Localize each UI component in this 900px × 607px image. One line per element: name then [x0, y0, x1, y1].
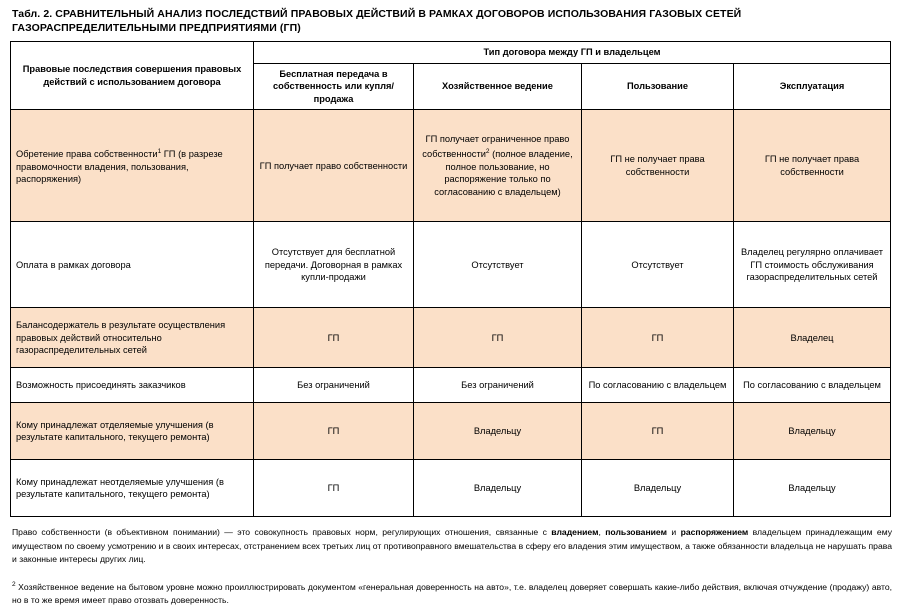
column-header-free-transfer: Бесплатная передача в собственность или купля/продажа	[254, 63, 414, 110]
column-header-group: Тип договора между ГП и владельцем	[254, 42, 891, 64]
footnote-1	[12, 526, 892, 566]
row-label: Кому принадлежат отделяемые улучшения (в результате капитального, текущего ремонта)	[11, 403, 254, 460]
cell-r4-c3: ГП	[582, 403, 734, 460]
footnote-1-term-vladenie: владением	[551, 527, 599, 538]
footnote-1-term-rasporyazhenie: распоряжением	[680, 527, 749, 538]
table-row	[11, 222, 891, 308]
cell-r3-c3: По согласованию с владельцем	[582, 368, 734, 403]
row-label: Кому принадлежат неотделяемые улучшения (в результате капитального, текущего ремонта)	[11, 460, 254, 517]
cell-r0-c4: ГП не получает права собственности	[734, 110, 891, 222]
cell-r4-c2: Владельцу	[414, 403, 582, 460]
cell-text: ГП получает ограниченное право собственности	[422, 134, 570, 160]
footnote-1-tail: владельцем принадлежащим ему имуществом по своему усмотрению и в своих интересах, отстранением всех третьих лиц от противоправного вмешательства в сферу его владения этим имуществом, а также обязанности владельца не нарушать права и законные интересы других лиц.	[12, 527, 893, 564]
table-row	[11, 403, 891, 460]
footnote-1-sep1: ,	[598, 527, 606, 538]
cell-r3-c2: Без ограничений	[414, 368, 582, 403]
column-header-economic-management: Хозяйственное ведение	[414, 63, 582, 110]
row-label-text: Обретение права собственности	[16, 149, 158, 160]
cell-r2-c3: ГП	[582, 308, 734, 368]
table-row	[11, 110, 891, 222]
cell-r2-c1: ГП	[254, 308, 414, 368]
cell-r0-c2	[414, 110, 582, 222]
footnote-1-sep2: и	[666, 527, 681, 538]
footnote-marker-2: 2	[485, 147, 490, 155]
footnote-1-term-polzovanie: пользованием	[605, 527, 667, 538]
column-header-row-label: Правовые последствия совершения правовых действий с использованием договора	[11, 42, 254, 110]
column-header-exploitation: Эксплуатация	[734, 63, 891, 110]
row-label	[11, 110, 254, 222]
cell-r1-c4: Владелец регулярно оплачивает ГП стоимость обслуживания газораспределительных сетей	[734, 222, 891, 308]
comparison-table	[10, 41, 891, 517]
cell-r3-c4: По согласованию с владельцем	[734, 368, 891, 403]
cell-r0-c1: ГП получает право собственности	[254, 110, 414, 222]
cell-r5-c1: ГП	[254, 460, 414, 517]
row-label-text-cont: ГП (в разрезе правомочности владения, пользования, распоряжения)	[16, 149, 223, 185]
cell-r1-c2: Отсутствует	[414, 222, 582, 308]
footnote-1-lead: Право собственности (в объективном понимании) — это совокупность правовых норм, регулирующих отношения, связанные с	[12, 527, 552, 538]
cell-r1-c1: Отсутствует для бесплатной передачи. Договорная в рамках купли-продажи	[254, 222, 414, 308]
row-label: Балансодержатель в результате осуществления правовых действий относительно газораспределительных сетей	[11, 308, 254, 368]
footnote-marker-1: 1	[157, 147, 162, 155]
footnote-2	[12, 578, 892, 607]
cell-r0-c3: ГП не получает права собственности	[582, 110, 734, 222]
header-row-group	[11, 42, 891, 64]
cell-r3-c1: Без ограничений	[254, 368, 414, 403]
cell-r5-c2: Владельцу	[414, 460, 582, 517]
table-row	[11, 460, 891, 517]
cell-r4-c4: Владельцу	[734, 403, 891, 460]
row-label: Возможность присоединять заказчиков	[11, 368, 254, 403]
table-body	[11, 110, 891, 517]
cell-r4-c1: ГП	[254, 403, 414, 460]
column-header-usage: Пользование	[582, 63, 734, 110]
footnote-2-marker: 2	[12, 580, 16, 588]
table-header	[11, 42, 891, 110]
page-title: Табл. 2. СРАВНИТЕЛЬНЫЙ АНАЛИЗ ПОСЛЕДСТВИЙ ПРАВОВЫХ ДЕЙСТВИЙ В РАМКАХ ДОГОВОРОВ ИСПОЛЬЗОВАНИЯ ГАЗОВЫХ СЕТЕЙ ГАЗОРАСПРЕДЕЛИТЕЛЬНЫМИ ПРЕДПРИЯТИЯМИ (ГП)	[12, 8, 742, 34]
table-row	[11, 368, 891, 403]
cell-text-cont: (полное владение, полное пользование, но распоряжение только по согласованию с владельцем)	[434, 149, 573, 197]
cell-r5-c3: Владельцу	[582, 460, 734, 517]
table-row	[11, 308, 891, 368]
cell-r1-c3: Отсутствует	[582, 222, 734, 308]
footnote-2-text: Хозяйственное ведение на бытовом уровне можно проиллюстрировать документом «генеральная доверенность на авто», т.е. владелец доверяет совершать какие-либо действия, включая отчуждение (продажу) авто, но в то же время имеет право отозвать доверенность.	[12, 581, 892, 606]
cell-r5-c4: Владельцу	[734, 460, 891, 517]
cell-r2-c4: Владелец	[734, 308, 891, 368]
cell-r2-c2: ГП	[414, 308, 582, 368]
row-label: Оплата в рамках договора	[11, 222, 254, 308]
